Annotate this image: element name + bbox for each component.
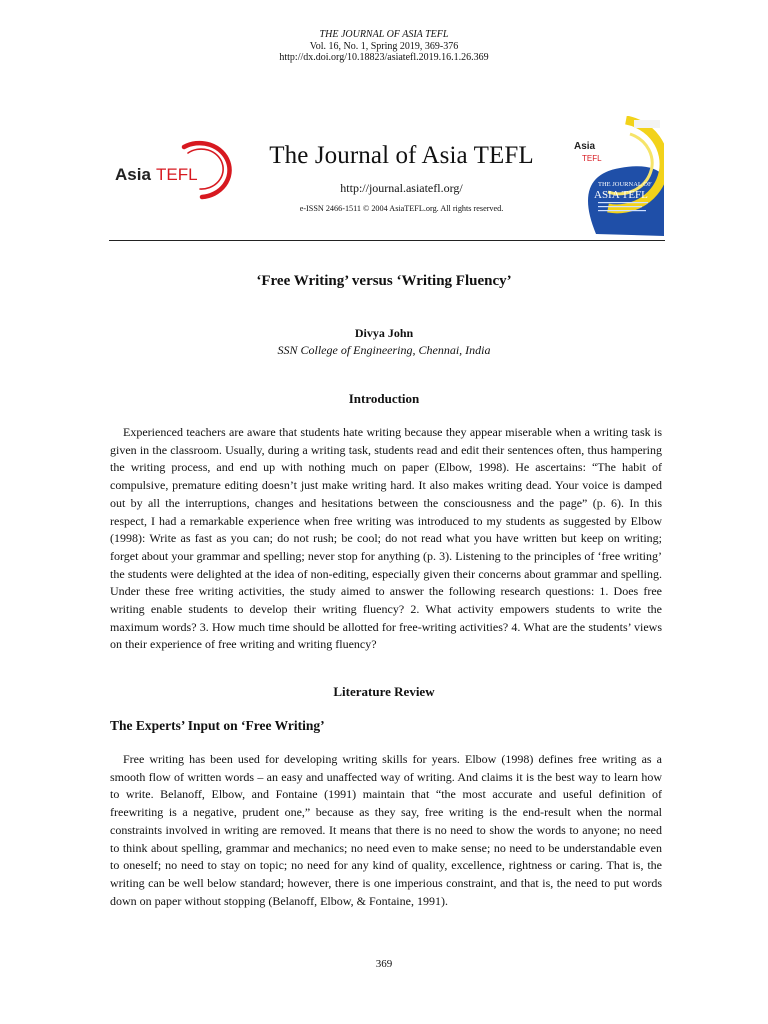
banner-center [239, 142, 564, 213]
asiatefl-logo [114, 139, 244, 201]
article-author: Divya John [354, 326, 414, 340]
journal-url[interactable]: http://journal.asiatefl.org/ [340, 181, 463, 195]
cover-tefl-text: TEFL [582, 154, 602, 163]
journal-cover-image [568, 116, 664, 236]
journal-issn: e-ISSN 2466-1511 © 2004 AsiaTEFL.org. All rights reserved. [299, 204, 504, 213]
journal-cover-icon [568, 116, 664, 236]
running-head-volume: Vol. 16, No. 1, Spring 2019, 369-376 [309, 40, 459, 52]
article-affiliation: SSN College of Engineering, Chennai, India [277, 343, 491, 357]
cover-line1-text: THE JOURNAL OF [598, 181, 652, 188]
introduction-paragraph: Experienced teachers are aware that students hate writing because they appear miserable when a writing task is given in the classroom. Usually, during a writing task, students read and edit their sentences often, thus hampering the writing process, and end up with nothing much on paper (Elbow, 1998). He ascertains: “The habit of compulsive, premature editing doesn’t just make writing hard. It also makes writing dead. Your voice is damped out by all the interruptions, changes and hesitations between the consciousness and the page” (p. 6). In this respect, I had a remarkable experience when free writing was introduced to my students as suggested by Elbow (1998): Write as fast as you can; do not rush; be cool; do not read what you have written but keep on writing; forget about your grammar and spelling; never stop for anything (p. 3). Listening to the principles of ‘free writing’ the students were delighted at the idea of non-editing, especially given their concerns about grammar and spelling. Under these free writing activities, the study aimed to answer the following research questions: 1. Does free writing enable students to develop their writing fluency? 2. What activity empowers students to write the maximum words? 3. How much time should be allotted for free-writing activities? 4. What are the students’ views on their experience of free writing and writing fluency? [110, 425, 662, 652]
journal-title: The Journal of Asia TEFL [269, 142, 534, 169]
page-number: 369 [375, 958, 393, 970]
journal-banner [109, 107, 665, 241]
logo-tefl-text: TEFL [156, 165, 198, 184]
introduction-heading: Introduction [348, 391, 420, 406]
literature-review-heading: Literature Review [333, 684, 435, 699]
running-head-journal: THE JOURNAL OF ASIA TEFL [319, 29, 449, 40]
cover-line2-text: ASIA TEFL [594, 189, 648, 201]
running-head-doi: http://dx.doi.org/10.18823/asiatefl.2019.16.1.26.369 [279, 52, 489, 63]
running-head [0, 29, 768, 64]
logo-asia-text: Asia [115, 165, 151, 184]
cover-asia-text: Asia [574, 141, 596, 152]
experts-input-subheading: The Experts’ Input on ‘Free Writing’ [110, 718, 325, 733]
article-title: ‘Free Writing’ versus ‘Writing Fluency’ [256, 273, 512, 289]
asiatefl-logo-swoosh-icon [114, 139, 244, 201]
literature-review-paragraph: Free writing has been used for developing writing skills for years. Elbow (1998) defines free writing as a smooth flow of written words – an easy and unaffected way of writing. And claims it is the best way to learn how to write. Belanoff, Elbow, and Fontaine (1991) maintain that “the most accurate and useful definition of freewriting is a negative, prudent one,” because as they say, free writing is the end-result when the normal constraints involved in writing are removed. It means that there is no need to show the words to anyone; no need to think about spelling, grammar and mechanics; no need even to make sense; no need to be understandable even to oneself; no need to stay on topic; no need for any kind of quality, excellence, rightness or caring. That is, the writing can be well below standard; however, there is one imperious constraint, and that is, the need to put words down on paper without stopping (Belanoff, Elbow, & Fontaine, 1991). [110, 752, 662, 908]
